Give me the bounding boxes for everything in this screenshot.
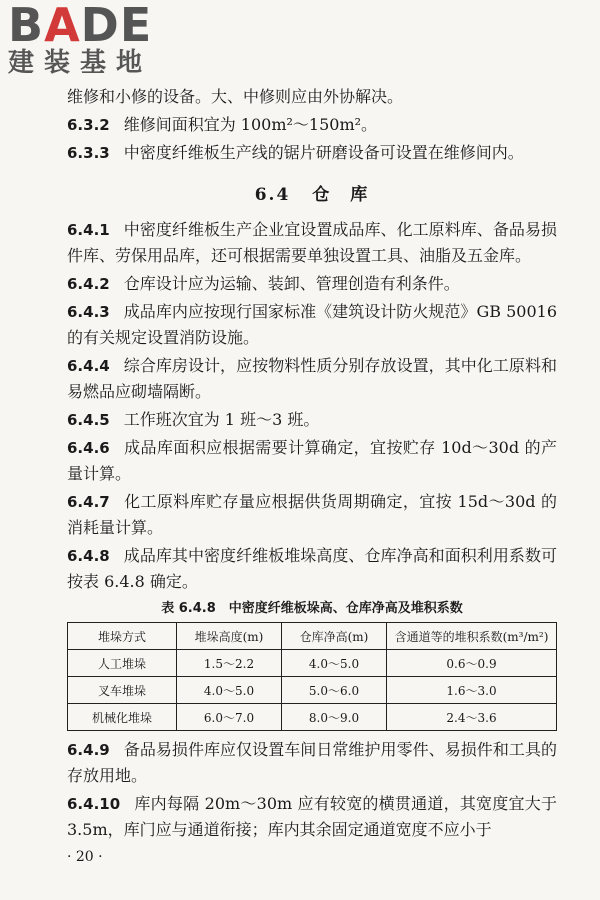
table-cell: 4.0～5.0 bbox=[282, 650, 387, 677]
clause-6-4-7: 6.4.7 化工原料库贮存量应根据供货周期确定，宜按 15d～30d 的消耗量计算。 bbox=[67, 492, 557, 537]
section-heading: 6.4 仓 库 bbox=[254, 185, 370, 205]
document-page bbox=[67, 84, 557, 865]
table-cell: 叉车堆垛 bbox=[68, 677, 177, 704]
logo-wordmark: BADE bbox=[8, 0, 153, 52]
table-cell: 人工堆垛 bbox=[68, 650, 177, 677]
clause-6-4-5: 6.4.5 工作班次宜为 1 班～3 班。 bbox=[67, 410, 320, 429]
continued-paragraph: 维修和小修的设备。大、中修则应由外协解决。 bbox=[67, 87, 404, 106]
table-header-row bbox=[68, 623, 557, 650]
clause-6-4-3: 6.4.3 成品库内应按现行国家标准《建筑设计防火规范》GB 50016 的有关规定设置消防设施。 bbox=[67, 302, 557, 347]
clause-6-4-4: 6.4.4 综合库房设计，应按物料性质分别存放设置，其中化工原料和易燃品应砌墙隔断。 bbox=[67, 356, 557, 401]
table-header-cell: 含通道等的堆积系数(m³/m²) bbox=[387, 623, 557, 650]
table-row bbox=[68, 704, 557, 731]
clause-6-4-1: 6.4.1 中密度纤维板生产企业宜设置成品库、化工原料库、备品易损件库、劳保用品库，还可根据需要单独设置工具、油脂及五金库。 bbox=[67, 220, 557, 265]
clause-6-4-6: 6.4.6 成品库面积应根据需要计算确定，宜按贮存 10d～30d 的产量计算。 bbox=[67, 438, 557, 483]
table-cell: 8.0～9.0 bbox=[282, 704, 387, 731]
table-caption: 表 6.4.8 中密度纤维板垛高、仓库净高及堆积系数 bbox=[161, 601, 463, 616]
page-number: · 20 · bbox=[67, 849, 103, 865]
logo-chinese-text: 建装基地 bbox=[8, 48, 153, 78]
table-header-cell: 堆垛方式 bbox=[68, 623, 177, 650]
clause-6-3-2: 6.3.2 维修间面积宜为 100m²～150m²。 bbox=[67, 115, 378, 134]
table-row bbox=[68, 650, 557, 677]
table-row bbox=[68, 677, 557, 704]
table-cell: 机械化堆垛 bbox=[68, 704, 177, 731]
table-cell: 1.6～3.0 bbox=[387, 677, 557, 704]
table-cell: 4.0～5.0 bbox=[177, 677, 282, 704]
table-cell: 1.5～2.2 bbox=[177, 650, 282, 677]
clause-6-4-9: 6.4.9 备品易损件库应仅设置车间日常维护用零件、易损件和工具的存放用地。 bbox=[67, 740, 557, 785]
table-cell: 6.0～7.0 bbox=[177, 704, 282, 731]
table-header-cell: 仓库净高(m) bbox=[282, 623, 387, 650]
storage-table bbox=[67, 622, 557, 731]
bade-logo bbox=[8, 2, 178, 78]
table-cell: 0.6～0.9 bbox=[387, 650, 557, 677]
clause-6-4-2: 6.4.2 仓库设计应为运输、装卸、管理创造有利条件。 bbox=[67, 274, 460, 293]
table-cell: 5.0～6.0 bbox=[282, 677, 387, 704]
table-header-cell: 堆垛高度(m) bbox=[177, 623, 282, 650]
clause-6-4-8: 6.4.8 成品库其中密度纤维板堆垛高度、仓库净高和面积利用系数可按表 6.4.8 确定。 bbox=[67, 546, 557, 591]
clause-6-3-3: 6.3.3 中密度纤维板生产线的锯片研磨设备可设置在维修间内。 bbox=[67, 143, 524, 162]
clause-6-4-10: 6.4.10 库内每隔 20m～30m 应有较宽的横贯通道，其宽度宜大于 3.5m，库门应与通道衔接；库内其余固定通道宽度不应小于 bbox=[67, 794, 557, 839]
table-cell: 2.4～3.6 bbox=[387, 704, 557, 731]
